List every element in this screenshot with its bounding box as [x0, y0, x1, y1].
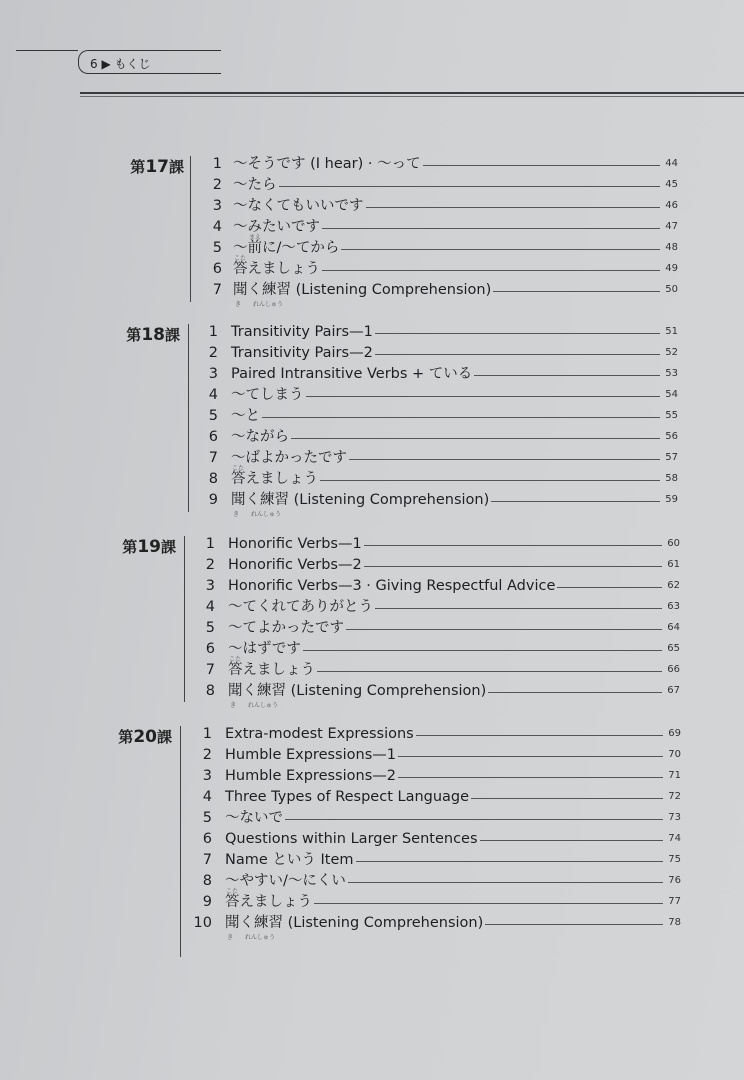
furigana: き れんしゅう — [227, 934, 276, 942]
page-number: 51 — [665, 326, 678, 337]
page-label: 6 ▶ もくじ — [90, 57, 151, 71]
entry-title: 〜ばよかったです — [231, 450, 347, 467]
toc-entry[interactable] — [0, 745, 744, 766]
entry-title: Honorific Verbs—3 · Giving Respectful Advice — [228, 578, 556, 595]
page-number: 53 — [665, 368, 678, 380]
entry-title: Three Types of Respect Language — [225, 789, 470, 806]
entry-title: 答えましょう — [231, 471, 318, 488]
page-number: 74 — [668, 833, 681, 845]
entry-number: 8 — [202, 873, 212, 890]
entry-title: 〜みたいです — [233, 219, 320, 236]
page-number: 76 — [668, 875, 681, 887]
page-number: 62 — [667, 580, 680, 592]
entry-title: 聞く練習 (Listening Comprehension) — [231, 492, 490, 509]
toc-entry[interactable] — [0, 364, 744, 385]
entry-number: 3 — [202, 768, 212, 785]
header-rule-left — [16, 50, 78, 51]
entry-title: 答えましょう — [225, 894, 312, 911]
entry-number: 2 — [212, 177, 222, 194]
page-number: 58 — [665, 473, 678, 485]
entry-number: 4 — [205, 599, 215, 616]
entry-number: 6 — [208, 429, 218, 446]
entry-title: Extra-modest Expressions — [225, 726, 414, 742]
entry-number: 1 — [208, 324, 218, 340]
leader-line — [364, 545, 662, 546]
header-rule-thin — [80, 96, 744, 97]
entry-title: Questions within Larger Sentences — [225, 831, 478, 848]
lesson-number: 19 — [137, 537, 161, 557]
entry-number: 6 — [205, 641, 215, 658]
leader-line — [364, 566, 662, 567]
entry-title: Honorific Verbs—2 — [228, 557, 362, 574]
page-number: 75 — [668, 854, 681, 866]
toc-entry[interactable] — [0, 766, 744, 787]
entry-number: 5 — [212, 240, 222, 257]
toc-entry[interactable] — [0, 808, 744, 829]
toc-entry[interactable] — [0, 217, 744, 238]
furigana: き れんしゅう — [233, 511, 282, 519]
entry-title: 〜と — [231, 408, 260, 425]
page-number: 48 — [665, 242, 678, 254]
leader-line — [349, 459, 660, 460]
page-number: 59 — [665, 494, 678, 506]
entry-number: 7 — [205, 662, 215, 679]
leader-line — [375, 333, 660, 334]
entry-number: 3 — [208, 366, 218, 383]
leader-line — [346, 629, 662, 630]
page-number: 57 — [665, 452, 678, 464]
leader-line — [485, 924, 663, 925]
entry-title: Humble Expressions—1 — [225, 747, 396, 764]
lesson-suffix: 課 — [160, 538, 176, 556]
toc-entry[interactable] — [0, 154, 744, 175]
leader-line — [341, 249, 660, 250]
toc-entry[interactable] — [0, 555, 744, 576]
entry-title: 〜はずです — [228, 641, 301, 658]
lesson-suffix: 課 — [156, 728, 172, 746]
toc-entry[interactable] — [0, 787, 744, 808]
leader-line — [398, 777, 663, 778]
lesson-number: 17 — [145, 157, 169, 177]
page-number: 60 — [667, 538, 680, 549]
toc-entry[interactable] — [0, 724, 744, 745]
toc-entry[interactable] — [0, 280, 744, 309]
toc-entry[interactable] — [0, 255, 744, 280]
entry-title: 〜てくれてありがとう — [228, 599, 373, 616]
entry-number: 6 — [212, 261, 222, 278]
page-number: 56 — [665, 431, 678, 443]
leader-line — [471, 798, 663, 799]
lesson-number: 18 — [141, 325, 165, 345]
leader-line — [480, 840, 663, 841]
leader-line — [317, 671, 662, 672]
page-number: 77 — [668, 896, 681, 908]
lesson-prefix: 第 — [118, 728, 134, 746]
lesson-suffix: 課 — [168, 158, 184, 176]
leader-line — [356, 861, 663, 862]
entry-number: 10 — [193, 915, 212, 932]
page-number: 72 — [668, 791, 681, 803]
toc-entry[interactable] — [0, 343, 744, 364]
entry-title: 〜そうです (I hear) · 〜って — [233, 156, 421, 172]
toc-entry[interactable] — [0, 871, 744, 892]
leader-line — [285, 819, 663, 820]
toc-entry[interactable] — [0, 385, 744, 406]
leader-line — [322, 270, 660, 271]
furigana: こた — [229, 656, 242, 664]
page-number: 45 — [665, 179, 678, 191]
entry-number: 6 — [202, 831, 212, 848]
leader-line — [491, 501, 660, 502]
leader-line — [375, 354, 660, 355]
entry-number: 2 — [202, 747, 212, 764]
leader-line — [557, 587, 662, 588]
entry-title: Honorific Verbs—1 — [228, 536, 362, 552]
leader-line — [291, 438, 660, 439]
entry-number: 8 — [205, 683, 215, 700]
entry-number: 1 — [205, 536, 215, 552]
page-number: 71 — [668, 770, 681, 782]
page-number: 52 — [665, 347, 678, 359]
entry-number: 5 — [208, 408, 218, 425]
toc-entry[interactable] — [0, 639, 744, 660]
page-number: 63 — [667, 601, 680, 613]
entry-number: 1 — [212, 156, 222, 172]
entry-number: 9 — [208, 492, 218, 509]
leader-line — [262, 417, 660, 418]
toc-entry[interactable] — [0, 465, 744, 490]
leader-line — [348, 882, 663, 883]
lesson-prefix: 第 — [130, 158, 146, 176]
leader-line — [279, 186, 661, 187]
page-number: 65 — [667, 643, 680, 655]
entry-title: 〜前に/〜てから — [233, 240, 340, 257]
entry-title: 〜やすい/〜にくい — [225, 873, 346, 890]
leader-line — [375, 608, 662, 609]
furigana: まえ — [249, 234, 262, 242]
leader-line — [314, 903, 663, 904]
page-number: 47 — [665, 221, 678, 233]
entry-title: 〜たら — [233, 177, 277, 194]
entry-title: 聞く練習 (Listening Comprehension) — [228, 683, 487, 700]
page-number: 78 — [668, 917, 681, 929]
toc-entry[interactable] — [0, 913, 744, 942]
entry-number: 5 — [205, 620, 215, 637]
leader-line — [474, 375, 660, 376]
toc-entry[interactable] — [0, 534, 744, 555]
entry-title: Name という Item — [225, 852, 354, 869]
toc-entry[interactable] — [0, 597, 744, 618]
page-number: 61 — [667, 559, 680, 571]
entry-number: 1 — [202, 726, 212, 742]
entry-title: 〜ながら — [231, 429, 289, 446]
page-number: 55 — [665, 410, 678, 422]
furigana: こた — [234, 255, 247, 263]
entry-number: 3 — [205, 578, 215, 595]
lesson-number: 20 — [133, 727, 157, 747]
toc-entry[interactable] — [0, 322, 744, 343]
leader-line — [303, 650, 662, 651]
toc-entry[interactable] — [0, 618, 744, 639]
page-number: 44 — [665, 158, 678, 169]
entry-number: 7 — [208, 450, 218, 467]
page-number: 70 — [668, 749, 681, 761]
entry-number: 8 — [208, 471, 218, 488]
entry-title: 答えましょう — [228, 662, 315, 679]
lesson-suffix: 課 — [164, 326, 180, 344]
entry-number: 5 — [202, 810, 212, 827]
entry-title: 〜てよかったです — [228, 620, 344, 637]
entry-number: 2 — [205, 557, 215, 574]
toc-entry[interactable] — [0, 576, 744, 597]
header-rule — [80, 92, 744, 94]
page-number: 49 — [665, 263, 678, 275]
entry-title: Transitivity Pairs—2 — [231, 345, 373, 362]
entry-number: 7 — [212, 282, 222, 299]
page-number: 66 — [667, 664, 680, 676]
entry-number: 7 — [202, 852, 212, 869]
toc-entry[interactable] — [0, 406, 744, 427]
entry-number: 4 — [202, 789, 212, 806]
page-number: 54 — [665, 389, 678, 401]
entry-title: 〜ないで — [225, 810, 283, 827]
furigana: き れんしゅう — [235, 301, 284, 309]
toc-entry[interactable] — [0, 196, 744, 217]
page-number: 67 — [667, 685, 680, 697]
entry-number: 4 — [212, 219, 222, 236]
page-number: 50 — [665, 284, 678, 296]
toc-entry[interactable] — [0, 490, 744, 519]
toc-entry[interactable] — [0, 850, 744, 871]
leader-line — [488, 692, 662, 693]
lesson-prefix: 第 — [122, 538, 138, 556]
entry-number: 3 — [212, 198, 222, 215]
leader-line — [493, 291, 660, 292]
lesson-prefix: 第 — [126, 326, 142, 344]
toc-entry[interactable] — [0, 427, 744, 448]
toc-entry[interactable] — [0, 448, 744, 469]
entry-title: 〜なくてもいいです — [233, 198, 364, 215]
leader-line — [366, 207, 661, 208]
furigana: こた — [226, 888, 239, 896]
leader-line — [320, 480, 660, 481]
toc-entry[interactable] — [0, 829, 744, 850]
entry-title: 聞く練習 (Listening Comprehension) — [225, 915, 484, 932]
page-number: 73 — [668, 812, 681, 824]
furigana: き れんしゅう — [230, 702, 279, 710]
entry-title: Transitivity Pairs—1 — [231, 324, 373, 340]
entry-number: 4 — [208, 387, 218, 404]
entry-title: Paired Intransitive Verbs + ている — [231, 366, 473, 383]
page-number: 69 — [668, 728, 681, 739]
toc-entry[interactable] — [0, 175, 744, 196]
toc-entry[interactable] — [0, 234, 744, 259]
furigana: こた — [232, 465, 245, 473]
page-number: 64 — [667, 622, 680, 634]
toc-entry[interactable] — [0, 681, 744, 710]
toc-entry[interactable] — [0, 656, 744, 681]
leader-line — [322, 228, 660, 229]
entry-number: 2 — [208, 345, 218, 362]
entry-title: 〜てしまう — [231, 387, 304, 404]
toc-entry[interactable] — [0, 888, 744, 913]
leader-line — [306, 396, 661, 397]
entry-number: 9 — [202, 894, 212, 911]
entry-title: 聞く練習 (Listening Comprehension) — [233, 282, 492, 299]
leader-line — [398, 756, 663, 757]
entry-title: Humble Expressions—2 — [225, 768, 396, 785]
leader-line — [423, 165, 660, 166]
leader-line — [416, 735, 663, 736]
entry-title: 答えましょう — [233, 261, 320, 278]
page-number: 46 — [665, 200, 678, 212]
